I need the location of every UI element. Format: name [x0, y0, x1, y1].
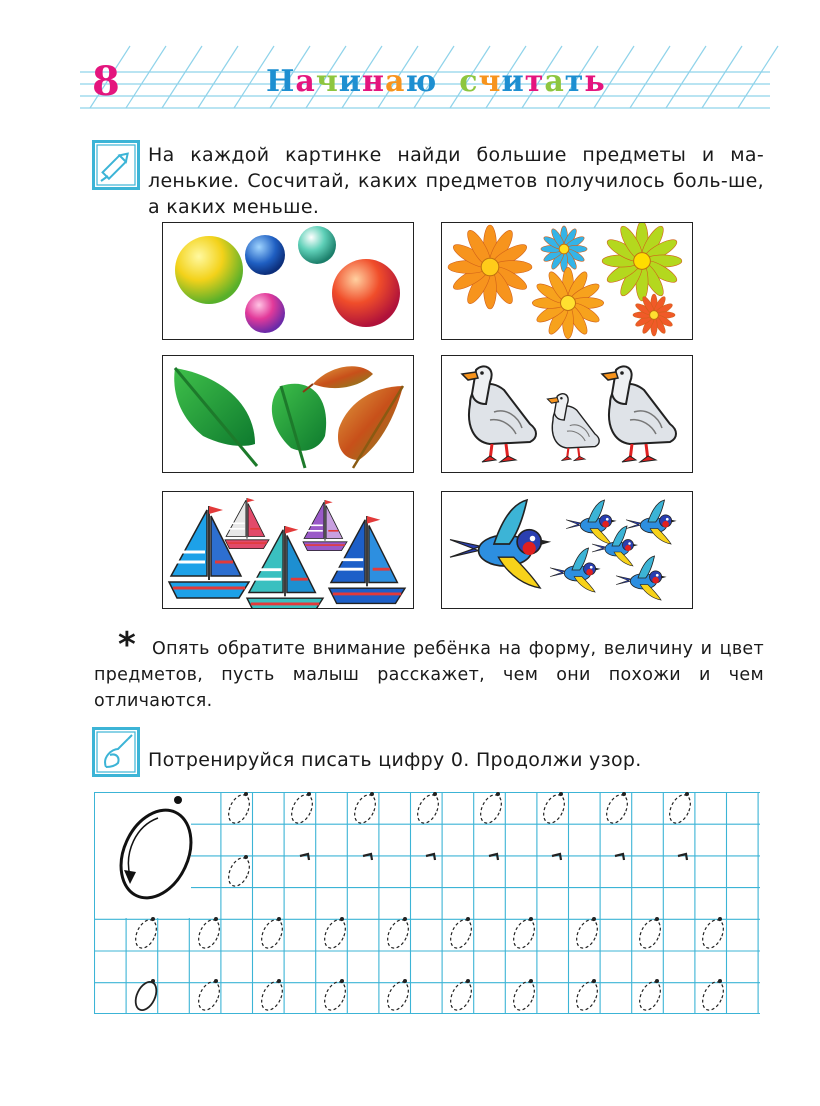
flower-5: [633, 294, 675, 336]
title-word-1: [266, 64, 437, 99]
page-title: [266, 64, 606, 99]
picture-flowers: [441, 222, 693, 340]
title-letter: и: [338, 64, 363, 99]
ball-small-blue: [245, 235, 285, 275]
pencil-icon: [92, 140, 140, 190]
title-letter: Н: [266, 64, 296, 99]
flower-1: [448, 225, 532, 309]
title-letter: ю: [405, 64, 438, 99]
leaf-small-autumn: [303, 366, 373, 392]
title-letter: ч: [478, 64, 502, 99]
title-letter: и: [501, 64, 525, 99]
title-letter: ь: [584, 64, 606, 99]
bird-2: [566, 500, 617, 544]
leaf-large-2: [272, 384, 326, 468]
leaf-large-1: [174, 368, 257, 466]
flower-4: [532, 267, 603, 338]
writing-practice-grid[interactable]: [94, 792, 760, 1014]
flower-2: [541, 226, 587, 272]
bird-1: [450, 500, 551, 588]
title-letter: н: [362, 64, 386, 99]
picture-geese: [441, 355, 693, 473]
ball-small-pink: [245, 293, 285, 333]
pen-in-hand-icon: [92, 727, 140, 777]
title-letter: т: [524, 64, 545, 99]
title-letter: с: [459, 64, 479, 99]
parent-note-text: Опять обратите внимание ребёнка на форму, величину и цвет предметов, пусть малыш расскажет, чем они похожи и чем отличаются.: [94, 639, 764, 711]
title-word-2: [459, 64, 606, 99]
picture-birds: [441, 491, 693, 609]
leaf-large-autumn: [338, 386, 403, 468]
page-number: 8: [92, 58, 120, 105]
goose-3: [602, 366, 676, 462]
goose-1: [462, 366, 536, 462]
flower-3: [602, 223, 682, 301]
boat-5: [329, 516, 405, 603]
title-letter: а: [295, 64, 316, 99]
title-letter: а: [544, 64, 565, 99]
title-letter: ч: [315, 64, 339, 99]
picture-boats: [162, 491, 414, 609]
task-1-text: На каждой картинке найди большие предметы и ма-ленькие. Сосчитай, каких предметов получилось боль-ше, а каких меньше.: [148, 144, 764, 218]
picture-balls: [162, 222, 414, 340]
boat-4: [303, 500, 347, 551]
parent-note: [94, 636, 764, 714]
bird-5: [550, 548, 601, 592]
bird-3: [626, 500, 677, 544]
boat-2: [225, 498, 269, 549]
ball-small-teal: [298, 226, 336, 264]
note-asterisk: *: [118, 625, 136, 665]
goose-2: [547, 394, 599, 461]
ball-large-yellow: [175, 236, 243, 304]
picture-leaves: [162, 355, 414, 473]
title-letter: т: [564, 64, 585, 99]
ball-large-red: [332, 259, 400, 327]
task-2-text: Потренируйся писать цифру 0. Продолжи узор.: [148, 749, 642, 771]
title-letter: а: [385, 64, 406, 99]
